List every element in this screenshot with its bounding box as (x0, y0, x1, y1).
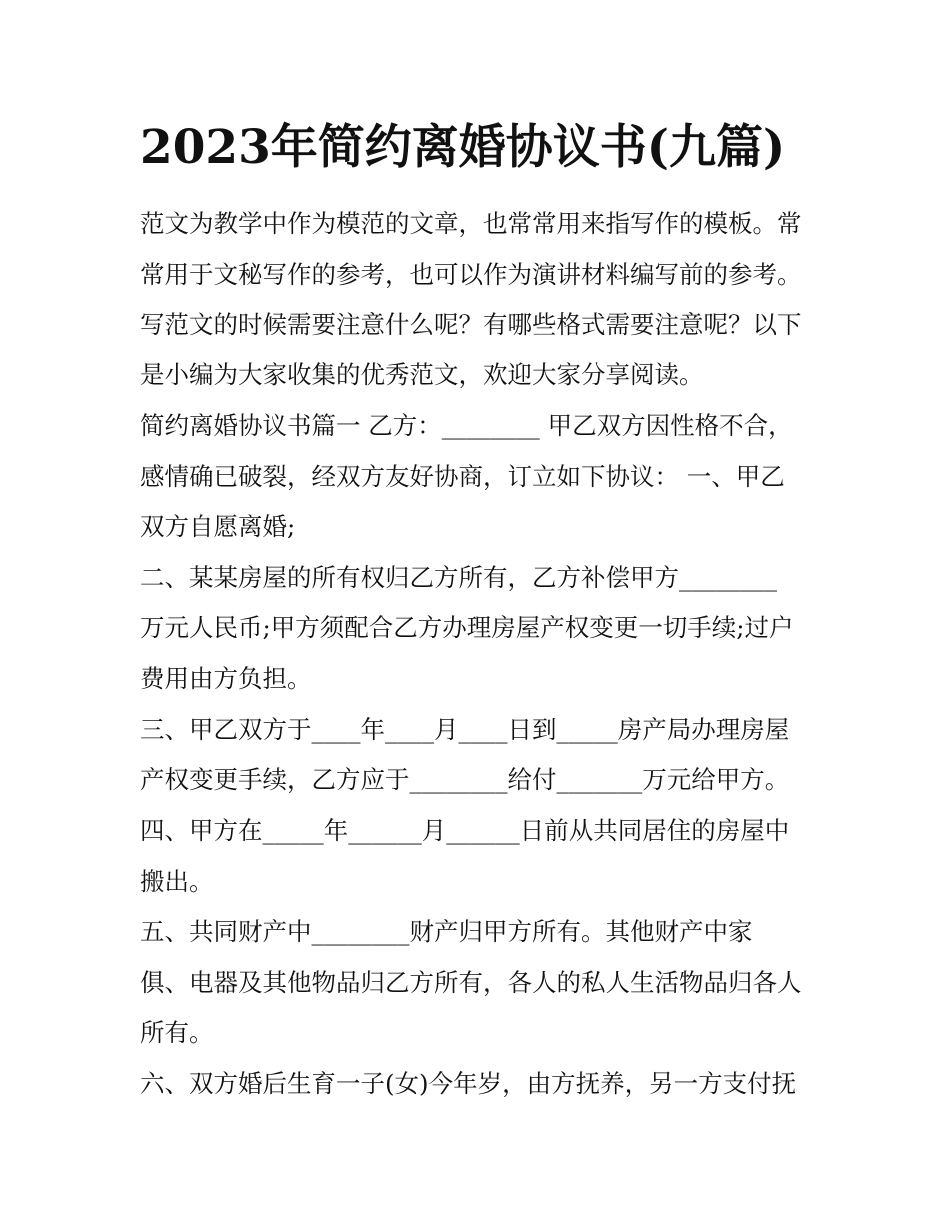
paragraph-line: 二、某某房屋的所有权归乙方所有，乙方补偿甲方________ (140, 563, 777, 592)
paragraph-line: 产权变更手续，乙方应于________给付_______万元给甲方。 (140, 765, 790, 794)
paragraph-line: 简约离婚协议书篇一 乙方：________ 甲乙双方因性格不合， (140, 411, 793, 440)
paragraph-line: 四、甲方在_____年______月______日前从共同居住的房屋中 (140, 816, 790, 845)
paragraph-line: 俱、电器及其他物品归乙方所有，各人的私人生活物品归各人 (140, 968, 802, 997)
paragraph-line: 常用于文秘写作的参考，也可以作为演讲材料编写前的参考。 (140, 260, 802, 289)
paragraph-line: 范文为教学中作为模范的文章，也常常用来指写作的模板。常 (140, 209, 802, 238)
paragraph-line: 万元人民币;甲方须配合乙方办理房屋产权变更一切手续;过户 (140, 613, 794, 642)
paragraph-line: 搬出。 (140, 867, 214, 896)
paragraph-line: 双方自愿离婚; (140, 512, 296, 541)
paragraph-line: 三、甲乙双方于____年____月____日到_____房产局办理房屋 (140, 715, 790, 744)
document-title: 2023年简约离婚协议书(九篇) (140, 120, 786, 175)
paragraph-line: 五、共同财产中________财产归甲方所有。其他财产中家 (140, 917, 753, 946)
paragraph-line: 写范文的时候需要注意什么呢？有哪些格式需要注意呢？以下 (140, 310, 802, 339)
paragraph-line: 所有。 (140, 1018, 214, 1047)
paragraph-line: 感情确已破裂，经双方友好协商，订立如下协议： 一、甲乙 (140, 462, 785, 491)
paragraph-line: 费用由方负担。 (140, 664, 312, 693)
paragraph-line: 六、双方婚后生育一子(女)今年岁，由方抚养，另一方支付抚 (140, 1069, 797, 1098)
paragraph-line: 是小编为大家收集的优秀范文，欢迎大家分享阅读。 (140, 360, 704, 389)
